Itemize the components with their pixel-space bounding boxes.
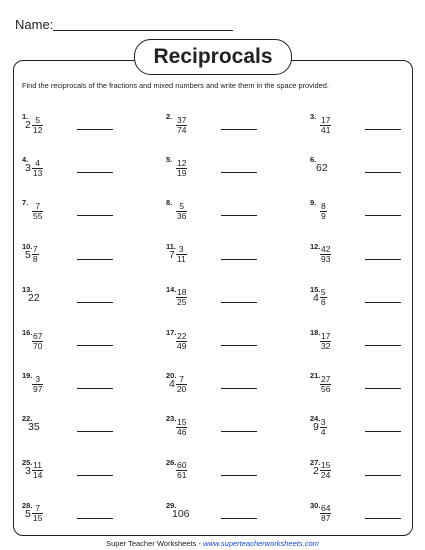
problem-number: 10. bbox=[22, 241, 33, 251]
mixed-whole-part: 3 bbox=[25, 162, 31, 175]
fraction bbox=[320, 504, 331, 523]
problem-number: 27. bbox=[310, 457, 321, 467]
problem-expression bbox=[32, 197, 43, 225]
problem-item bbox=[166, 414, 296, 444]
problem-item bbox=[166, 112, 296, 142]
name-line[interactable] bbox=[53, 30, 233, 31]
denominator: 11 bbox=[176, 254, 186, 265]
problem-expression bbox=[172, 500, 190, 528]
problem-expression bbox=[313, 457, 331, 485]
worksheet-title: Reciprocals bbox=[134, 39, 292, 75]
footer bbox=[0, 539, 425, 548]
numerator: 5 bbox=[35, 114, 40, 125]
mixed-whole-part: 7 bbox=[169, 248, 175, 261]
instructions: Find the reciprocals of the fractions and mixed numbers and write them in the space provided. bbox=[22, 81, 329, 90]
answer-line[interactable] bbox=[365, 215, 401, 216]
numerator: 15 bbox=[177, 416, 187, 427]
fraction bbox=[320, 375, 331, 394]
problem-number: 11. bbox=[166, 241, 177, 251]
fraction bbox=[320, 288, 327, 307]
fraction bbox=[320, 202, 327, 221]
numerator: 7 bbox=[35, 200, 41, 211]
problem-item bbox=[310, 371, 425, 401]
problem-expression bbox=[320, 327, 331, 355]
problem-expression bbox=[176, 154, 187, 182]
fraction bbox=[32, 202, 43, 221]
problem-item bbox=[22, 414, 152, 444]
problem-item bbox=[22, 328, 152, 358]
problem-expression bbox=[32, 327, 43, 355]
problem-number: 13. bbox=[22, 284, 33, 294]
numerator: 5 bbox=[320, 287, 326, 298]
problem-expression bbox=[320, 241, 331, 269]
numerator: 3 bbox=[320, 416, 326, 427]
problem-expression bbox=[320, 500, 331, 528]
problem-number: 12. bbox=[310, 241, 321, 251]
denominator: 97 bbox=[33, 383, 43, 394]
answer-line[interactable] bbox=[365, 259, 401, 260]
problem-number: 17. bbox=[166, 328, 177, 337]
problem-expression bbox=[25, 500, 43, 528]
denominator: 6 bbox=[320, 297, 326, 308]
problem-number: 3. bbox=[310, 112, 317, 121]
problem-number: 22. bbox=[22, 414, 33, 424]
denominator: 74 bbox=[177, 124, 187, 135]
answer-line[interactable] bbox=[365, 172, 401, 173]
problem-item bbox=[166, 198, 296, 228]
problem-expression bbox=[316, 154, 328, 182]
problem-expression bbox=[25, 457, 43, 485]
numerator: 18 bbox=[177, 287, 187, 298]
denominator: 14 bbox=[32, 470, 43, 481]
answer-line[interactable] bbox=[365, 475, 401, 476]
problem-item bbox=[22, 501, 152, 531]
fraction bbox=[176, 332, 187, 351]
fraction bbox=[176, 245, 187, 264]
numerator: 42 bbox=[321, 244, 331, 255]
answer-line[interactable] bbox=[77, 302, 113, 303]
footer-url[interactable]: www.superteacherworksheets.com bbox=[202, 539, 319, 548]
problem-item bbox=[22, 155, 152, 185]
numerator: 27 bbox=[321, 373, 331, 384]
problem-number: 8. bbox=[166, 198, 173, 208]
problem-expression bbox=[25, 241, 39, 269]
problem-number: 24. bbox=[310, 414, 321, 424]
answer-line[interactable] bbox=[221, 129, 257, 130]
problem-expression bbox=[25, 111, 43, 139]
denominator: 36 bbox=[177, 210, 187, 221]
answer-line[interactable] bbox=[77, 172, 113, 173]
problem-expression bbox=[176, 457, 187, 485]
fraction bbox=[176, 375, 187, 394]
numerator: 15 bbox=[320, 460, 331, 471]
problem-item bbox=[166, 458, 296, 488]
numerator: 7 bbox=[35, 503, 40, 514]
numerator: 4 bbox=[35, 157, 40, 168]
problem-number: 19. bbox=[22, 371, 33, 381]
answer-line[interactable] bbox=[221, 518, 257, 519]
problem-expression bbox=[176, 327, 187, 355]
denominator: 55 bbox=[33, 210, 43, 221]
denominator: 25 bbox=[177, 297, 187, 308]
answer-line[interactable] bbox=[221, 345, 257, 346]
problem-number: 14. bbox=[166, 284, 177, 294]
problem-number: 5. bbox=[166, 155, 173, 165]
mixed-whole-part: 9 bbox=[313, 421, 319, 434]
mixed-whole-part: 5 bbox=[25, 507, 31, 520]
fraction bbox=[176, 461, 187, 480]
problem-item bbox=[310, 285, 425, 315]
problem-number: 1. bbox=[22, 112, 29, 121]
fraction bbox=[32, 332, 43, 351]
problem-number: 15. bbox=[310, 284, 321, 294]
fraction bbox=[32, 116, 43, 135]
numerator: 12 bbox=[177, 157, 187, 168]
mixed-whole-part: 3 bbox=[25, 464, 31, 477]
problem-number: 23. bbox=[166, 414, 177, 424]
problem-expression bbox=[169, 370, 187, 398]
fraction bbox=[320, 332, 331, 351]
fraction bbox=[320, 116, 331, 135]
fraction bbox=[32, 461, 43, 480]
answer-line[interactable] bbox=[77, 215, 113, 216]
answer-line[interactable] bbox=[221, 302, 257, 303]
problem-number: 2. bbox=[166, 112, 173, 121]
fraction bbox=[32, 159, 43, 178]
answer-line[interactable] bbox=[77, 475, 113, 476]
whole-number: 22 bbox=[28, 291, 40, 304]
footer-brand: Super Teacher Worksheets - bbox=[106, 539, 203, 548]
problem-item bbox=[22, 112, 152, 142]
answer-line[interactable] bbox=[77, 259, 113, 260]
problem-number: 9. bbox=[310, 198, 317, 208]
denominator: 12 bbox=[32, 124, 43, 135]
denominator: 4 bbox=[320, 426, 326, 437]
problem-expression bbox=[176, 413, 187, 441]
mixed-whole-part: 2 bbox=[25, 119, 31, 131]
answer-line[interactable] bbox=[77, 129, 113, 130]
fraction bbox=[32, 504, 43, 523]
numerator: 17 bbox=[321, 114, 331, 125]
answer-line[interactable] bbox=[77, 518, 113, 519]
whole-number: 106 bbox=[172, 507, 190, 520]
answer-line[interactable] bbox=[221, 431, 257, 432]
problem-item bbox=[166, 242, 296, 272]
problem-item bbox=[310, 501, 425, 531]
problem-item bbox=[166, 501, 296, 531]
answer-line[interactable] bbox=[221, 172, 257, 173]
fraction bbox=[176, 418, 187, 437]
answer-line[interactable] bbox=[365, 129, 401, 130]
denominator: 13 bbox=[32, 167, 43, 178]
problem-number: 6. bbox=[310, 155, 317, 165]
fraction bbox=[176, 288, 187, 307]
denominator: 19 bbox=[177, 167, 187, 178]
problem-expression bbox=[320, 370, 331, 398]
numerator: 11 bbox=[33, 460, 42, 471]
whole-number: 35 bbox=[28, 421, 40, 434]
problem-number: 18. bbox=[310, 328, 321, 337]
fraction bbox=[32, 375, 43, 394]
answer-line[interactable] bbox=[221, 259, 257, 260]
problem-item bbox=[22, 285, 152, 315]
problem-expression bbox=[28, 413, 40, 441]
denominator: 56 bbox=[321, 383, 331, 394]
problem-expression bbox=[320, 197, 327, 225]
problem-expression bbox=[320, 111, 331, 139]
problem-item bbox=[22, 198, 152, 228]
denominator: 41 bbox=[321, 124, 331, 135]
numerator: 5 bbox=[179, 200, 185, 211]
fraction bbox=[176, 116, 187, 135]
fraction bbox=[32, 245, 39, 264]
problem-number: 30. bbox=[310, 500, 321, 510]
mixed-whole-part: 5 bbox=[25, 248, 31, 261]
denominator: 49 bbox=[177, 340, 187, 351]
denominator: 32 bbox=[321, 340, 331, 351]
denominator: 46 bbox=[177, 426, 187, 437]
denominator: 20 bbox=[176, 383, 187, 394]
problem-expression bbox=[28, 284, 40, 312]
denominator: 24 bbox=[320, 470, 331, 481]
problem-number: 26. bbox=[166, 457, 177, 467]
numerator: 8 bbox=[321, 200, 326, 211]
numerator: 7 bbox=[32, 244, 38, 255]
problem-number: 20. bbox=[166, 371, 177, 381]
answer-line[interactable] bbox=[221, 215, 257, 216]
numerator: 64 bbox=[321, 503, 331, 514]
denominator: 61 bbox=[177, 470, 187, 481]
problem-item bbox=[166, 285, 296, 315]
denominator: 87 bbox=[321, 513, 331, 524]
problem-number: 21. bbox=[310, 371, 321, 381]
mixed-whole-part: 4 bbox=[169, 378, 175, 391]
answer-line[interactable] bbox=[365, 388, 401, 389]
problem-number: 25. bbox=[22, 457, 33, 467]
fraction bbox=[320, 418, 327, 437]
answer-line[interactable] bbox=[221, 388, 257, 389]
numerator: 60 bbox=[177, 460, 187, 471]
problem-expression bbox=[313, 284, 327, 312]
fraction bbox=[176, 202, 187, 221]
numerator: 7 bbox=[179, 373, 184, 384]
answer-line[interactable] bbox=[365, 518, 401, 519]
answer-line[interactable] bbox=[221, 475, 257, 476]
numerator: 3 bbox=[178, 244, 184, 255]
problem-number: 4. bbox=[22, 155, 29, 165]
numerator: 22 bbox=[177, 330, 187, 341]
fraction bbox=[176, 159, 187, 178]
problem-number: 16. bbox=[22, 328, 33, 337]
fraction bbox=[320, 461, 331, 480]
problem-expression bbox=[176, 197, 187, 225]
problem-expression bbox=[169, 241, 187, 269]
problem-expression bbox=[176, 284, 187, 312]
problem-item bbox=[166, 155, 296, 185]
answer-line[interactable] bbox=[77, 431, 113, 432]
answer-line[interactable] bbox=[365, 345, 401, 346]
problem-item bbox=[310, 242, 425, 272]
problem-number: 7. bbox=[22, 198, 29, 208]
denominator: 70 bbox=[33, 340, 43, 351]
problem-item bbox=[310, 328, 425, 358]
problem-item bbox=[166, 328, 296, 358]
problem-item bbox=[166, 371, 296, 401]
problem-item bbox=[22, 242, 152, 272]
answer-line[interactable] bbox=[77, 388, 113, 389]
problem-item bbox=[22, 371, 152, 401]
answer-line[interactable] bbox=[77, 345, 113, 346]
problem-number: 29. bbox=[166, 500, 177, 510]
problem-item bbox=[310, 112, 425, 142]
numerator: 17 bbox=[321, 330, 331, 341]
whole-number: 62 bbox=[316, 162, 328, 175]
problem-expression bbox=[313, 413, 327, 441]
name-label: Name: bbox=[15, 17, 54, 32]
numerator: 37 bbox=[177, 114, 187, 125]
mixed-whole-part: 2 bbox=[313, 464, 319, 477]
problem-item bbox=[310, 458, 425, 488]
denominator: 9 bbox=[321, 210, 326, 221]
numerator: 67 bbox=[33, 330, 43, 341]
denominator: 93 bbox=[321, 254, 331, 265]
problem-expression bbox=[25, 154, 43, 182]
denominator: 15 bbox=[32, 513, 43, 524]
denominator: 8 bbox=[32, 254, 38, 265]
fraction bbox=[320, 245, 331, 264]
problem-item bbox=[310, 155, 425, 185]
problem-expression bbox=[176, 111, 187, 139]
problem-item bbox=[310, 198, 425, 228]
problem-expression bbox=[32, 370, 43, 398]
answer-line[interactable] bbox=[365, 302, 401, 303]
answer-line[interactable] bbox=[365, 431, 401, 432]
mixed-whole-part: 4 bbox=[313, 291, 319, 304]
problem-number: 28. bbox=[22, 500, 33, 510]
numerator: 3 bbox=[35, 373, 41, 384]
problem-item bbox=[22, 458, 152, 488]
problem-item bbox=[310, 414, 425, 444]
